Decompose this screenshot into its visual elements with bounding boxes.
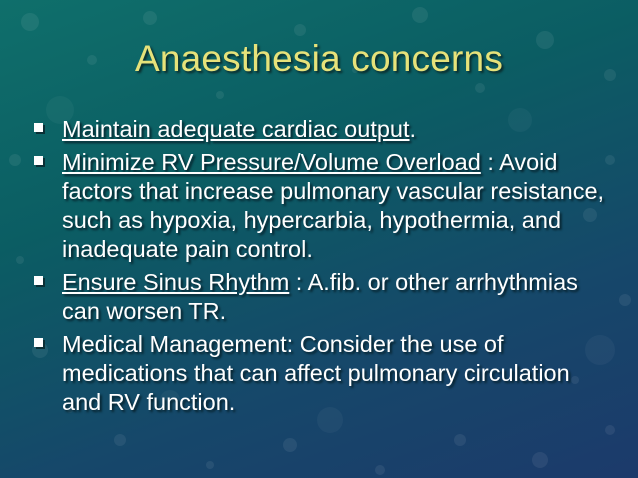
square-bullet-icon bbox=[34, 276, 46, 288]
bullet-text: Medical Management: Consider the use of medications that can affect pulmonary circulation and RV function. bbox=[62, 331, 570, 415]
link-rv-overload[interactable]: Minimize RV Pressure/Volume Overload bbox=[62, 149, 481, 175]
link-sinus-rhythm[interactable]: Ensure Sinus Rhythm bbox=[62, 269, 290, 295]
bullet-item-cardiac-output bbox=[34, 115, 614, 144]
link-cardiac-output[interactable]: Maintain adequate cardiac output bbox=[62, 116, 410, 142]
square-bullet-icon bbox=[34, 123, 46, 135]
bullet-text: : A.fib. or other arrhythmias can worsen TR. bbox=[62, 269, 578, 324]
bullet-item-sinus-rhythm bbox=[34, 268, 614, 326]
bullet-text: : Avoid factors that increase pulmonary vascular resistance, such as hypoxia, hypercarbia, hypothermia, and inadequate pain control. bbox=[62, 149, 605, 262]
slide-title: Anaesthesia concerns bbox=[134, 38, 504, 79]
square-bullet-icon bbox=[34, 156, 46, 168]
bullet-text: . bbox=[409, 116, 417, 142]
bullet-item-medical-management bbox=[34, 330, 614, 417]
bullet-item-rv-overload bbox=[34, 148, 614, 264]
bullet-list bbox=[34, 115, 614, 421]
square-bullet-icon bbox=[34, 338, 46, 350]
